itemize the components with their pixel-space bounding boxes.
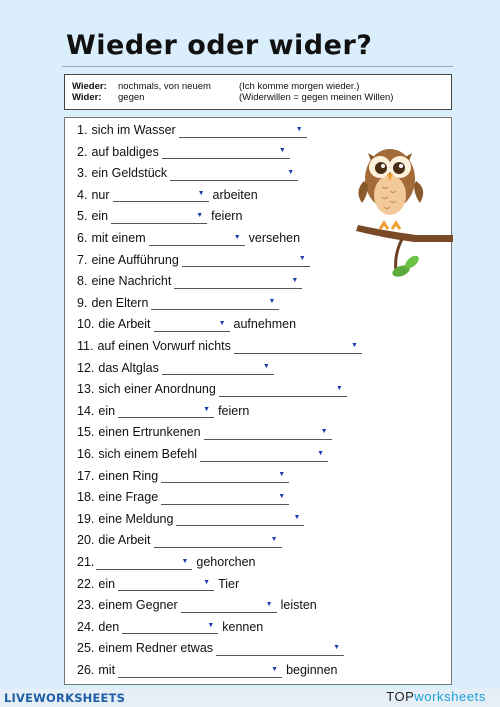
chevron-down-icon[interactable]: ▼: [207, 622, 215, 630]
answer-dropdown[interactable]: [200, 447, 328, 462]
item-text-before: sich einem Befehl: [98, 447, 198, 461]
answer-dropdown[interactable]: [179, 123, 307, 138]
answer-dropdown[interactable]: [182, 252, 310, 267]
chevron-down-icon[interactable]: ▼: [262, 363, 270, 371]
title-divider: [62, 66, 453, 67]
chevron-down-icon[interactable]: ▼: [197, 190, 205, 198]
chevron-down-icon[interactable]: ▼: [265, 600, 273, 608]
chevron-down-icon[interactable]: ▼: [350, 341, 358, 349]
item-text-after: feiern: [218, 403, 250, 418]
exercise-item: [77, 294, 282, 312]
chevron-down-icon[interactable]: ▼: [270, 535, 278, 543]
item-text-before: sich einer Anordnung: [98, 382, 216, 397]
chevron-down-icon[interactable]: ▼: [203, 579, 211, 587]
answer-dropdown[interactable]: [170, 166, 298, 181]
item-text-before: ein: [98, 403, 116, 418]
chevron-down-icon[interactable]: ▼: [335, 384, 343, 392]
top-word: TOP: [386, 689, 415, 704]
exercise-item: [77, 488, 292, 506]
exercise-item: [77, 186, 258, 204]
item-text-before: eine Nachricht: [91, 274, 172, 289]
exercise-item: [77, 553, 255, 571]
exercise-item: [77, 143, 293, 161]
item-text-before: einen Ring: [98, 468, 159, 483]
topworksheets-logo[interactable]: [386, 689, 486, 704]
chevron-down-icon[interactable]: ▼: [233, 233, 241, 241]
item-number: 11.: [77, 339, 94, 353]
exercise-item: [77, 445, 331, 463]
answer-dropdown[interactable]: [154, 317, 230, 332]
item-text-before: einen Ertrunkenen: [98, 425, 201, 440]
item-number: 8.: [77, 274, 88, 289]
chevron-down-icon[interactable]: ▼: [278, 471, 286, 479]
item-text-before: mit einem: [91, 231, 146, 245]
answer-dropdown[interactable]: [176, 511, 304, 526]
exercise-item: [77, 272, 305, 290]
exercise-item: [77, 510, 307, 528]
item-text-before: nur: [91, 187, 110, 202]
item-number: 9.: [77, 295, 88, 310]
exercise-item: [77, 467, 292, 485]
chevron-down-icon[interactable]: ▼: [298, 255, 306, 263]
item-text-after: arbeiten: [212, 187, 258, 202]
item-number: 21.: [77, 555, 95, 569]
item-text-before: eine Frage: [98, 490, 159, 505]
item-text-after: feiern: [211, 209, 243, 224]
item-number: 2.: [77, 144, 88, 159]
chevron-down-icon[interactable]: ▼: [218, 319, 226, 327]
item-text-before: ein Geldstück: [91, 166, 168, 181]
item-text-before: mit: [98, 663, 116, 677]
chevron-down-icon[interactable]: ▼: [317, 449, 325, 457]
exercise-item: [77, 596, 317, 614]
answer-dropdown[interactable]: [162, 144, 290, 159]
item-text-after: gehorchen: [196, 555, 256, 569]
item-text-before: einem Gegner: [98, 598, 178, 613]
exercise-item: [77, 661, 338, 679]
item-number: 24.: [77, 619, 95, 634]
definition-term: Wieder:: [72, 81, 107, 92]
item-number: 6.: [77, 231, 88, 245]
exercise-item: [77, 423, 335, 441]
exercise-item: [77, 315, 296, 333]
item-text-after: Tier: [218, 576, 240, 591]
chevron-down-icon[interactable]: ▼: [278, 492, 286, 500]
chevron-down-icon[interactable]: ▼: [278, 147, 286, 155]
answer-dropdown[interactable]: [204, 425, 332, 440]
answer-dropdown[interactable]: [219, 382, 347, 397]
definition-meaning: nochmals, von neuem: [118, 81, 211, 92]
exercise-item: [77, 229, 300, 247]
exercise-item: [77, 618, 263, 636]
exercise-item: [77, 337, 365, 355]
definition-box: [64, 74, 452, 110]
exercise-item: [77, 251, 313, 269]
answer-dropdown[interactable]: [118, 663, 282, 678]
chevron-down-icon[interactable]: ▼: [268, 298, 276, 306]
answer-dropdown[interactable]: [151, 295, 279, 310]
owl-on-branch-illustration: [356, 143, 454, 283]
chevron-down-icon[interactable]: ▼: [271, 665, 279, 673]
answer-dropdown[interactable]: [161, 468, 289, 483]
chevron-down-icon[interactable]: ▼: [293, 514, 301, 522]
chevron-down-icon[interactable]: ▼: [181, 557, 189, 565]
chevron-down-icon[interactable]: ▼: [291, 276, 299, 284]
definition-example: (Ich komme morgen wieder.): [239, 81, 360, 92]
answer-dropdown[interactable]: [118, 403, 214, 418]
item-text-after: leisten: [280, 598, 317, 613]
item-number: 4.: [77, 187, 88, 202]
item-text-before: eine Meldung: [98, 511, 174, 526]
exercise-item: [77, 402, 249, 420]
answer-dropdown[interactable]: [174, 274, 302, 289]
answer-dropdown[interactable]: [149, 231, 245, 246]
item-number: 5.: [77, 209, 88, 224]
item-number: 14.: [77, 403, 95, 418]
item-text-before: eine Aufführung: [91, 252, 179, 267]
item-number: 25.: [77, 641, 95, 656]
item-text-after: kennen: [222, 619, 264, 634]
definition-term: Wider:: [72, 92, 102, 103]
item-text-before: den: [98, 619, 120, 634]
item-text-after: aufnehmen: [233, 317, 297, 332]
item-number: 18.: [77, 490, 95, 505]
chevron-down-icon[interactable]: ▼: [196, 211, 204, 219]
item-text-before: ein: [98, 576, 116, 591]
chevron-down-icon[interactable]: ▼: [295, 125, 303, 133]
item-text-after: versehen: [248, 231, 301, 245]
item-text-before: auf einen Vorwurf nichts: [97, 339, 231, 353]
item-number: 15.: [77, 425, 95, 440]
chevron-down-icon[interactable]: ▼: [320, 427, 328, 435]
answer-dropdown[interactable]: [113, 187, 209, 202]
answer-dropdown[interactable]: [162, 360, 274, 375]
chevron-down-icon[interactable]: ▼: [333, 643, 341, 651]
footer-bar: [0, 689, 500, 707]
item-number: 20.: [77, 533, 95, 548]
answer-dropdown[interactable]: [161, 490, 289, 505]
exercise-item: [77, 121, 310, 139]
answer-dropdown[interactable]: [118, 576, 214, 591]
worksheets-word: worksheets: [414, 689, 486, 704]
exercise-item: [77, 164, 301, 182]
item-number: 17.: [77, 468, 95, 483]
item-number: 19.: [77, 511, 95, 526]
item-number: 1.: [77, 123, 88, 137]
item-text-before: sich im Wasser: [91, 123, 176, 137]
item-text-before: den Eltern: [91, 295, 149, 310]
item-text-before: einem Redner etwas: [98, 641, 214, 656]
item-number: 7.: [77, 252, 88, 267]
answer-dropdown[interactable]: [216, 641, 344, 656]
item-text-before: die Arbeit: [98, 317, 151, 332]
item-number: 10.: [77, 317, 95, 332]
exercise-item: [77, 639, 347, 657]
item-number: 12.: [77, 360, 95, 375]
definition-example: (Widerwillen = gegen meinen Willen): [239, 92, 394, 103]
exercise-item: [77, 380, 350, 398]
definition-row-wider: [72, 92, 442, 105]
page-title: Wieder oder wider?: [66, 30, 373, 61]
answer-dropdown[interactable]: [181, 598, 277, 613]
answer-dropdown[interactable]: [96, 555, 192, 570]
answer-dropdown[interactable]: [154, 533, 282, 548]
item-text-before: auf baldiges: [91, 144, 159, 159]
item-number: 22.: [77, 576, 95, 591]
exercise-item: [77, 207, 242, 225]
exercise-item: [77, 531, 285, 549]
item-text-after: beginnen: [286, 663, 338, 677]
exercise-item: [77, 575, 239, 593]
item-number: 16.: [77, 447, 95, 461]
answer-dropdown[interactable]: [111, 209, 207, 224]
chevron-down-icon[interactable]: ▼: [287, 168, 295, 176]
item-number: 3.: [77, 166, 88, 181]
item-number: 26.: [77, 663, 95, 677]
answer-dropdown[interactable]: [122, 619, 218, 634]
item-text-before: ein: [91, 209, 109, 224]
chevron-down-icon[interactable]: ▼: [203, 406, 211, 414]
answer-dropdown[interactable]: [234, 339, 362, 354]
definition-meaning: gegen: [118, 92, 145, 103]
exercise-item: [77, 359, 277, 377]
liveworksheets-logo[interactable]: LIVEWORKSHEETS: [4, 691, 126, 705]
item-text-before: die Arbeit: [98, 533, 151, 548]
item-text-before: das Altglas: [98, 360, 159, 375]
item-number: 13.: [77, 382, 95, 397]
item-number: 23.: [77, 598, 95, 613]
